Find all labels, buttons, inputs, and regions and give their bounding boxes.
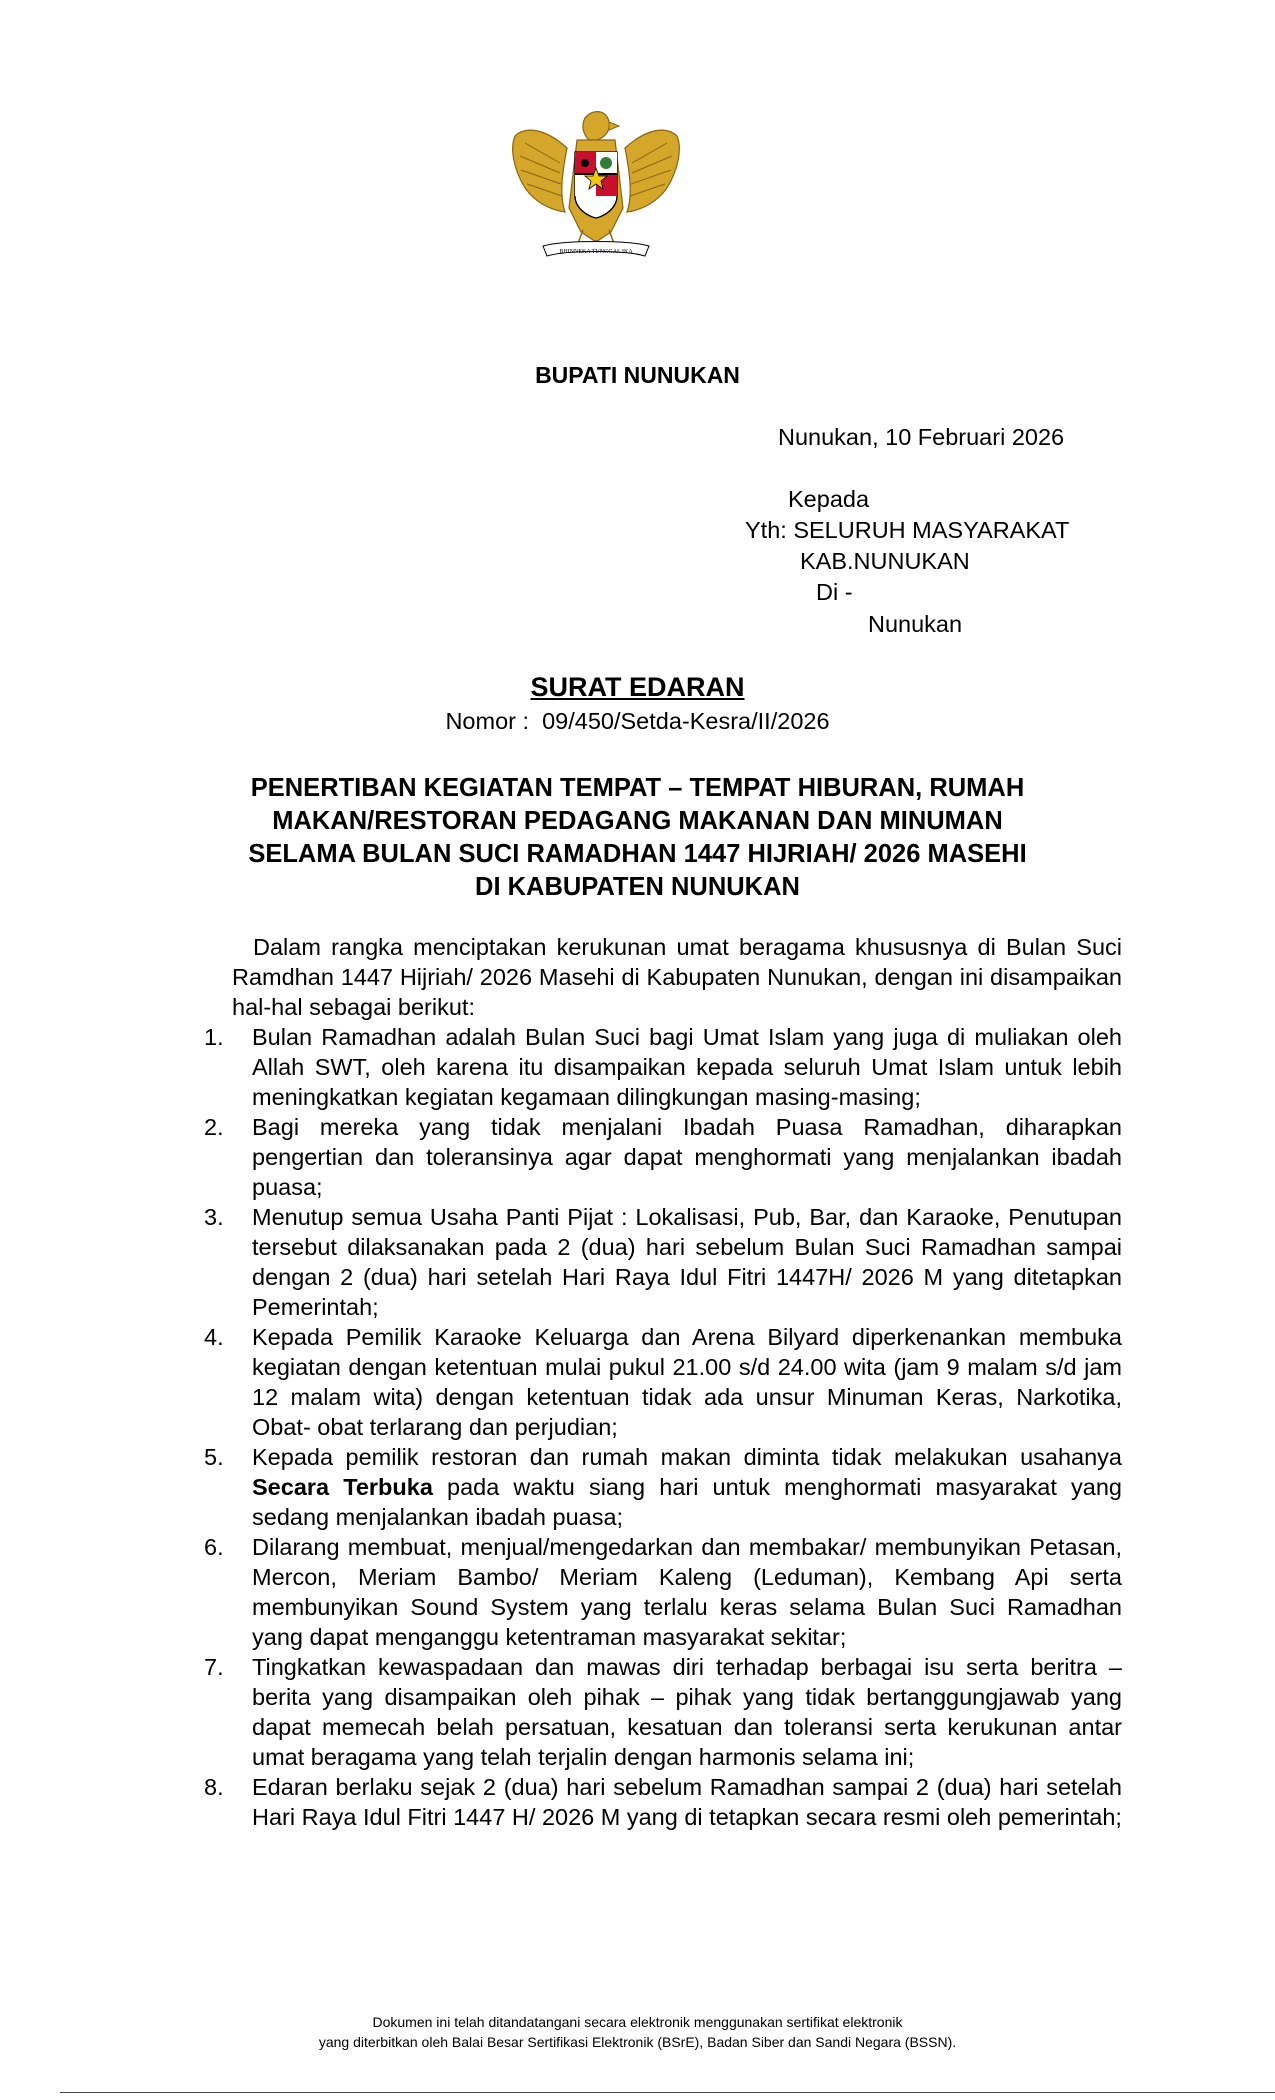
garuda-pancasila-emblem [505,108,687,258]
subject-line: MAKAN/RESTORAN PEDAGANG MAKANAN DAN MINUMAN [272,807,1003,835]
recipient-city: Nunukan [868,611,963,637]
list-item-text: Kepada Pemilik Karaoke Keluarga dan Arena Bilyard diperkenankan membuka kegiatan dengan ketentuan mulai pukul 21.00 s/d 24.00 wita (jam 9 malam s/d jam 12 malam wita) dengan ketentuan tidak ada unsur Minuman Keras, Narkotika, Obat- obat terlarang dan perjudian; [252,1324,1122,1440]
list-item-text: Edaran berlaku sejak 2 (dua) hari sebelum Ramadhan sampai 2 (dua) hari setelah Hari Raya Idul Fitri 1447 H/ 2026 M yang di tetapkan secara resmi oleh pemerintah; [252,1774,1122,1830]
list-item [204,1202,1122,1322]
list-item [204,1322,1122,1442]
intro-paragraph: Dalam rangka menciptakan kerukunan umat beragama khususnya di Bulan Suci Ramdhan 1447 Hijriah/ 2026 Masehi di Kabupaten Nunukan, dengan ini disampaikan hal-hal sebagai berikut: [232,934,1122,1020]
list-item-number: 5. [204,1444,224,1470]
list-item-text-before: Kepada pemilik restoran dan rumah makan diminta tidak melakukan usahanya [252,1444,1122,1470]
list-item [204,1442,1122,1532]
list-item-number: 7. [204,1654,224,1680]
recipient-yth: Yth: SELURUH MASYARAKAT [745,517,1070,543]
subject-line: PENERTIBAN KEGIATAN TEMPAT – TEMPAT HIBURAN, RUMAH [250,774,1025,802]
letter-subject [0,772,1275,904]
instruction-list [204,1022,1122,1832]
list-item-text-bold: Secara Terbuka [252,1474,433,1500]
letter-number-row [0,706,1275,736]
place-date: Nunukan, 10 Februari 2026 [778,424,1065,450]
list-item-text-after: pada waktu siang hari untuk menghormati masyarakat yang sedang menjalankan ibadah puasa; [252,1474,1122,1530]
footer-line-2: yang diterbitkan oleh Balai Besar Sertifikasi Elektronik (BSrE), Badan Siber dan Sandi Negara (BSSN). [318,2034,957,2050]
recipient-kab: KAB.NUNUKAN [800,548,970,574]
list-item-text: Bulan Ramadhan adalah Bulan Suci bagi Umat Islam yang juga di muliakan oleh Allah SWT, oleh karena itu disampaikan kepada seluruh Umat Islam untuk lebih meningkatkan kegiatan kegamaan dilingkungan masing-masing; [252,1024,1122,1110]
e-signature-footer [0,2012,1275,2052]
letter-number: 09/450/Setda-Kesra/II/2026 [542,708,830,734]
subject-line: SELAMA BULAN SUCI RAMADHAN 1447 HIJRIAH/ 2026 MASEHI [248,840,1027,868]
list-item-number: 3. [204,1204,224,1230]
letter-type: SURAT EDARAN [530,672,745,702]
list-item-text: Tingkatkan kewaspadaan dan mawas diri terhadap berbagai isu serta beritra – berita yang disampaikan oleh pihak – pihak yang tidak bertanggungjawab yang dapat memecah belah persatuan, kesatuan dan toleransi serta kerukunan antar umat beragama yang telah terjalin dengan harmonis selama ini; [252,1654,1122,1770]
list-item-text: Dilarang membuat, menjual/mengedarkan dan membakar/ membunyikan Petasan, Mercon, Meriam Bambo/ Meriam Kaleng (Leduman), Kembang Api serta membunyikan Sound System yang terlalu keras selama Bulan Suci Ramadhan yang dapat menganggu ketentraman masyarakat sekitar; [252,1534,1122,1650]
recipient-di: Di - [816,579,853,605]
subject-line: DI KABUPATEN NUNUKAN [475,873,800,901]
recipient-kepada: Kepada [788,486,870,512]
list-item [204,1772,1122,1832]
list-item [204,1532,1122,1652]
footer-divider [60,2092,1275,2093]
list-item-text: Bagi mereka yang tidak menjalani Ibadah Puasa Ramadhan, diharapkan pengertian dan toleransinya agar dapat menghormati yang menjalankan ibadah puasa; [252,1114,1122,1200]
letter-body [204,932,1122,1832]
footer-line-1: Dokumen ini telah ditandatangani secara elektronik menggunakan sertifikat elektronik [372,2014,903,2030]
emblem-motto: BHINNEKA TUNGGAL IKA [559,249,633,255]
list-item [204,1022,1122,1112]
letter-number-label: Nomor : [445,708,530,734]
list-item [204,1112,1122,1202]
list-item-text: Menutup semua Usaha Panti Pijat : Lokalisasi, Pub, Bar, dan Karaoke, Penutupan tersebut dilaksanakan pada 2 (dua) hari sebelum Bulan Suci Ramadhan sampai dengan 2 (dua) hari setelah Hari Raya Idul Fitri 1447H/ 2026 M yang ditetapkan Pemerintah; [252,1204,1122,1320]
issuer-title: BUPATI NUNUKAN [535,362,740,388]
list-item-number: 2. [204,1114,224,1140]
list-item [204,1652,1122,1772]
list-item-number: 6. [204,1534,224,1560]
list-item-number: 4. [204,1324,224,1350]
list-item-number: 1. [204,1024,224,1050]
list-item-number: 8. [204,1774,224,1800]
